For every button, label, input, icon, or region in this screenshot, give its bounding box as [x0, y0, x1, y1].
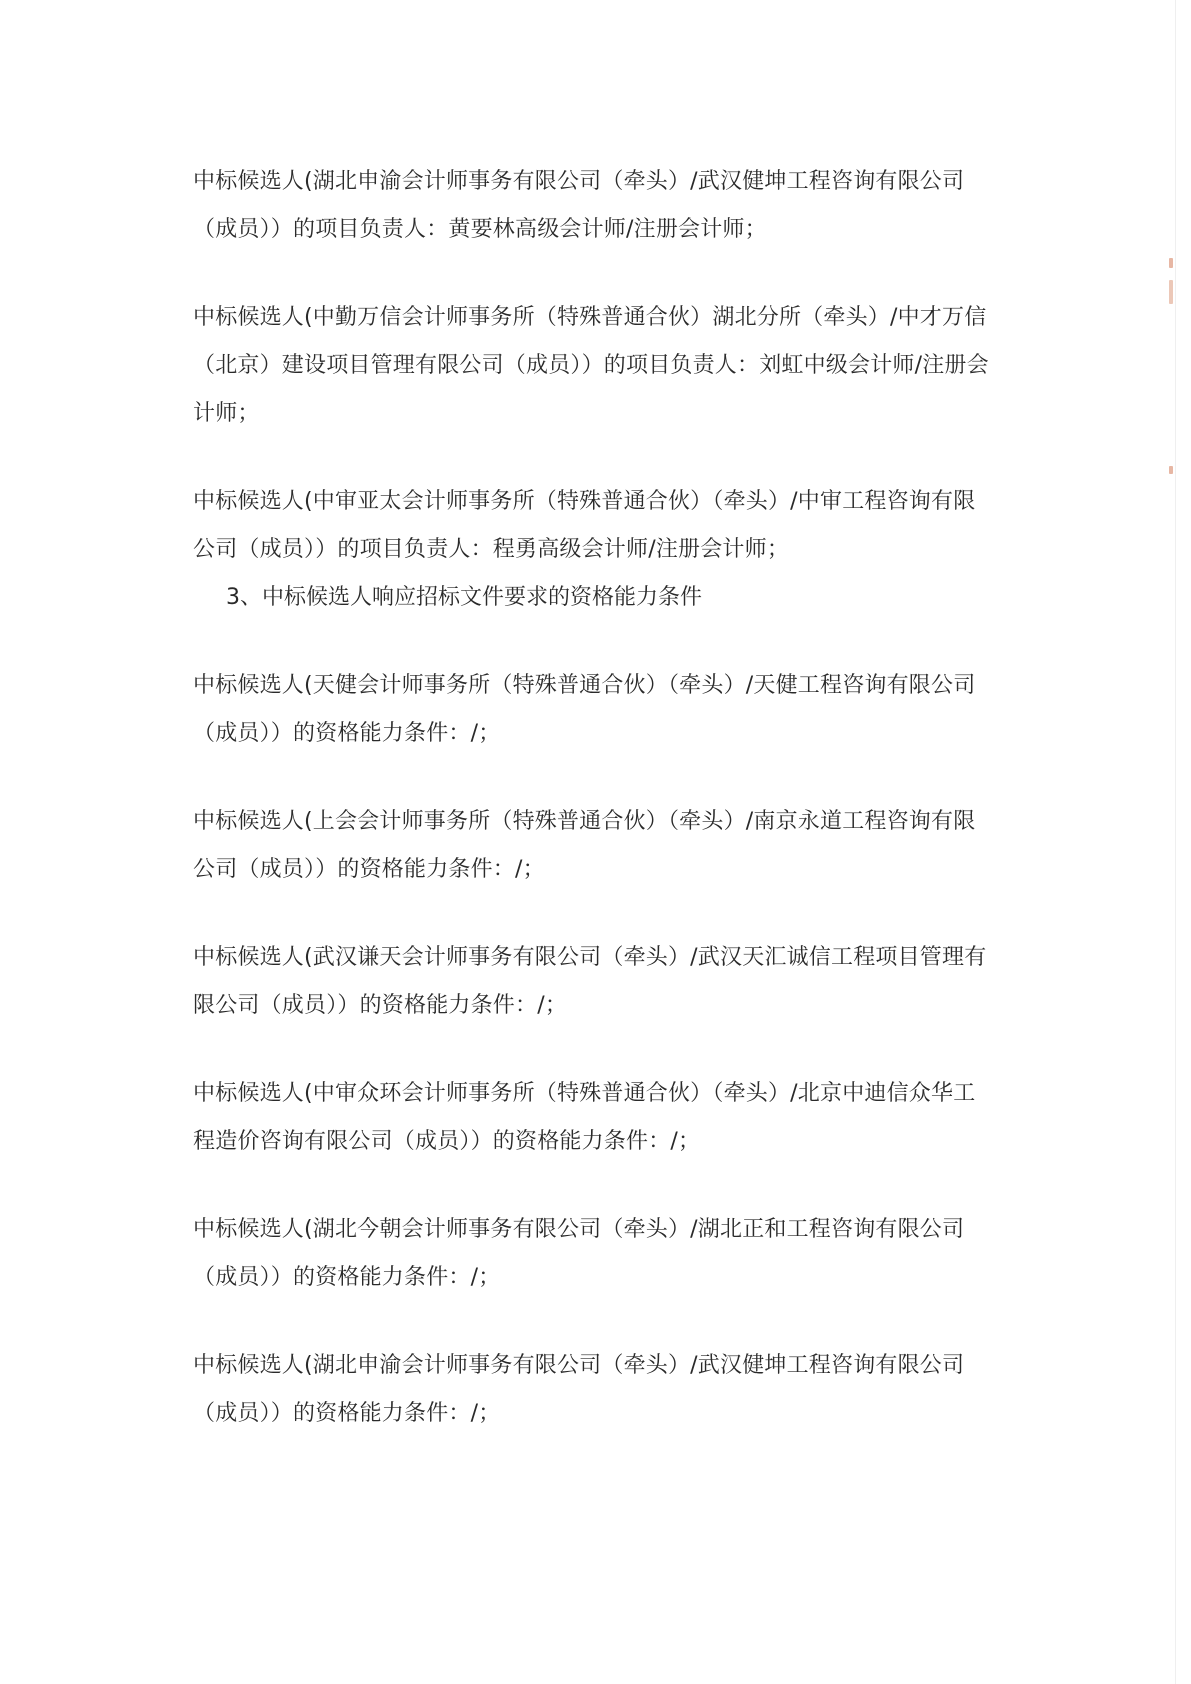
section-heading-qualification: 3、中标候选人响应招标文件要求的资格能力条件	[226, 585, 702, 610]
paragraph-bidder-leader-2: 中标候选人(中勤万信会计师事务所（特殊普通合伙）湖北分所（牵头）/中才万信（北京）建设项目管理有限公司（成员））的项目负责人：刘虹中级会计师/注册会计师；	[193, 305, 989, 426]
scan-mark	[1169, 280, 1173, 304]
paragraph-qualification-3: 中标候选人(武汉谦天会计师事务有限公司（牵头）/武汉天汇诚信工程项目管理有限公司（成员））的资格能力条件：/；	[193, 945, 987, 1018]
paragraph-qualification-6: 中标候选人(湖北申渝会计师事务有限公司（牵头）/武汉健坤工程咨询有限公司（成员））的资格能力条件：/；	[193, 1353, 965, 1426]
paragraph-qualification-1: 中标候选人(天健会计师事务所（特殊普通合伙）（牵头）/天健工程咨询有限公司（成员））的资格能力条件：/；	[193, 673, 976, 746]
scan-edge-artifact	[1161, 0, 1191, 1684]
scan-mark	[1169, 258, 1173, 268]
scan-edge-line	[1175, 0, 1176, 1684]
paragraph-qualification-5: 中标候选人(湖北今朝会计师事务有限公司（牵头）/湖北正和工程咨询有限公司（成员））的资格能力条件：/；	[193, 1217, 965, 1290]
paragraph-bidder-leader-3: 中标候选人(中审亚太会计师事务所（特殊普通合伙）（牵头）/中审工程咨询有限公司（成员））的项目负责人：程勇高级会计师/注册会计师；	[193, 489, 976, 562]
paragraph-qualification-4: 中标候选人(中审众环会计师事务所（特殊普通合伙）（牵头）/北京中迪信众华工程造价咨询有限公司（成员））的资格能力条件：/；	[193, 1081, 976, 1154]
paragraph-qualification-2: 中标候选人(上会会计师事务所（特殊普通合伙）（牵头）/南京永道工程咨询有限公司（成员））的资格能力条件：/；	[193, 809, 976, 882]
paragraph-bidder-leader-1: 中标候选人(湖北申渝会计师事务有限公司（牵头）/武汉健坤工程咨询有限公司（成员））的项目负责人：黄要林高级会计师/注册会计师；	[193, 169, 965, 242]
document-body	[193, 158, 993, 1438]
scan-mark	[1169, 466, 1173, 474]
